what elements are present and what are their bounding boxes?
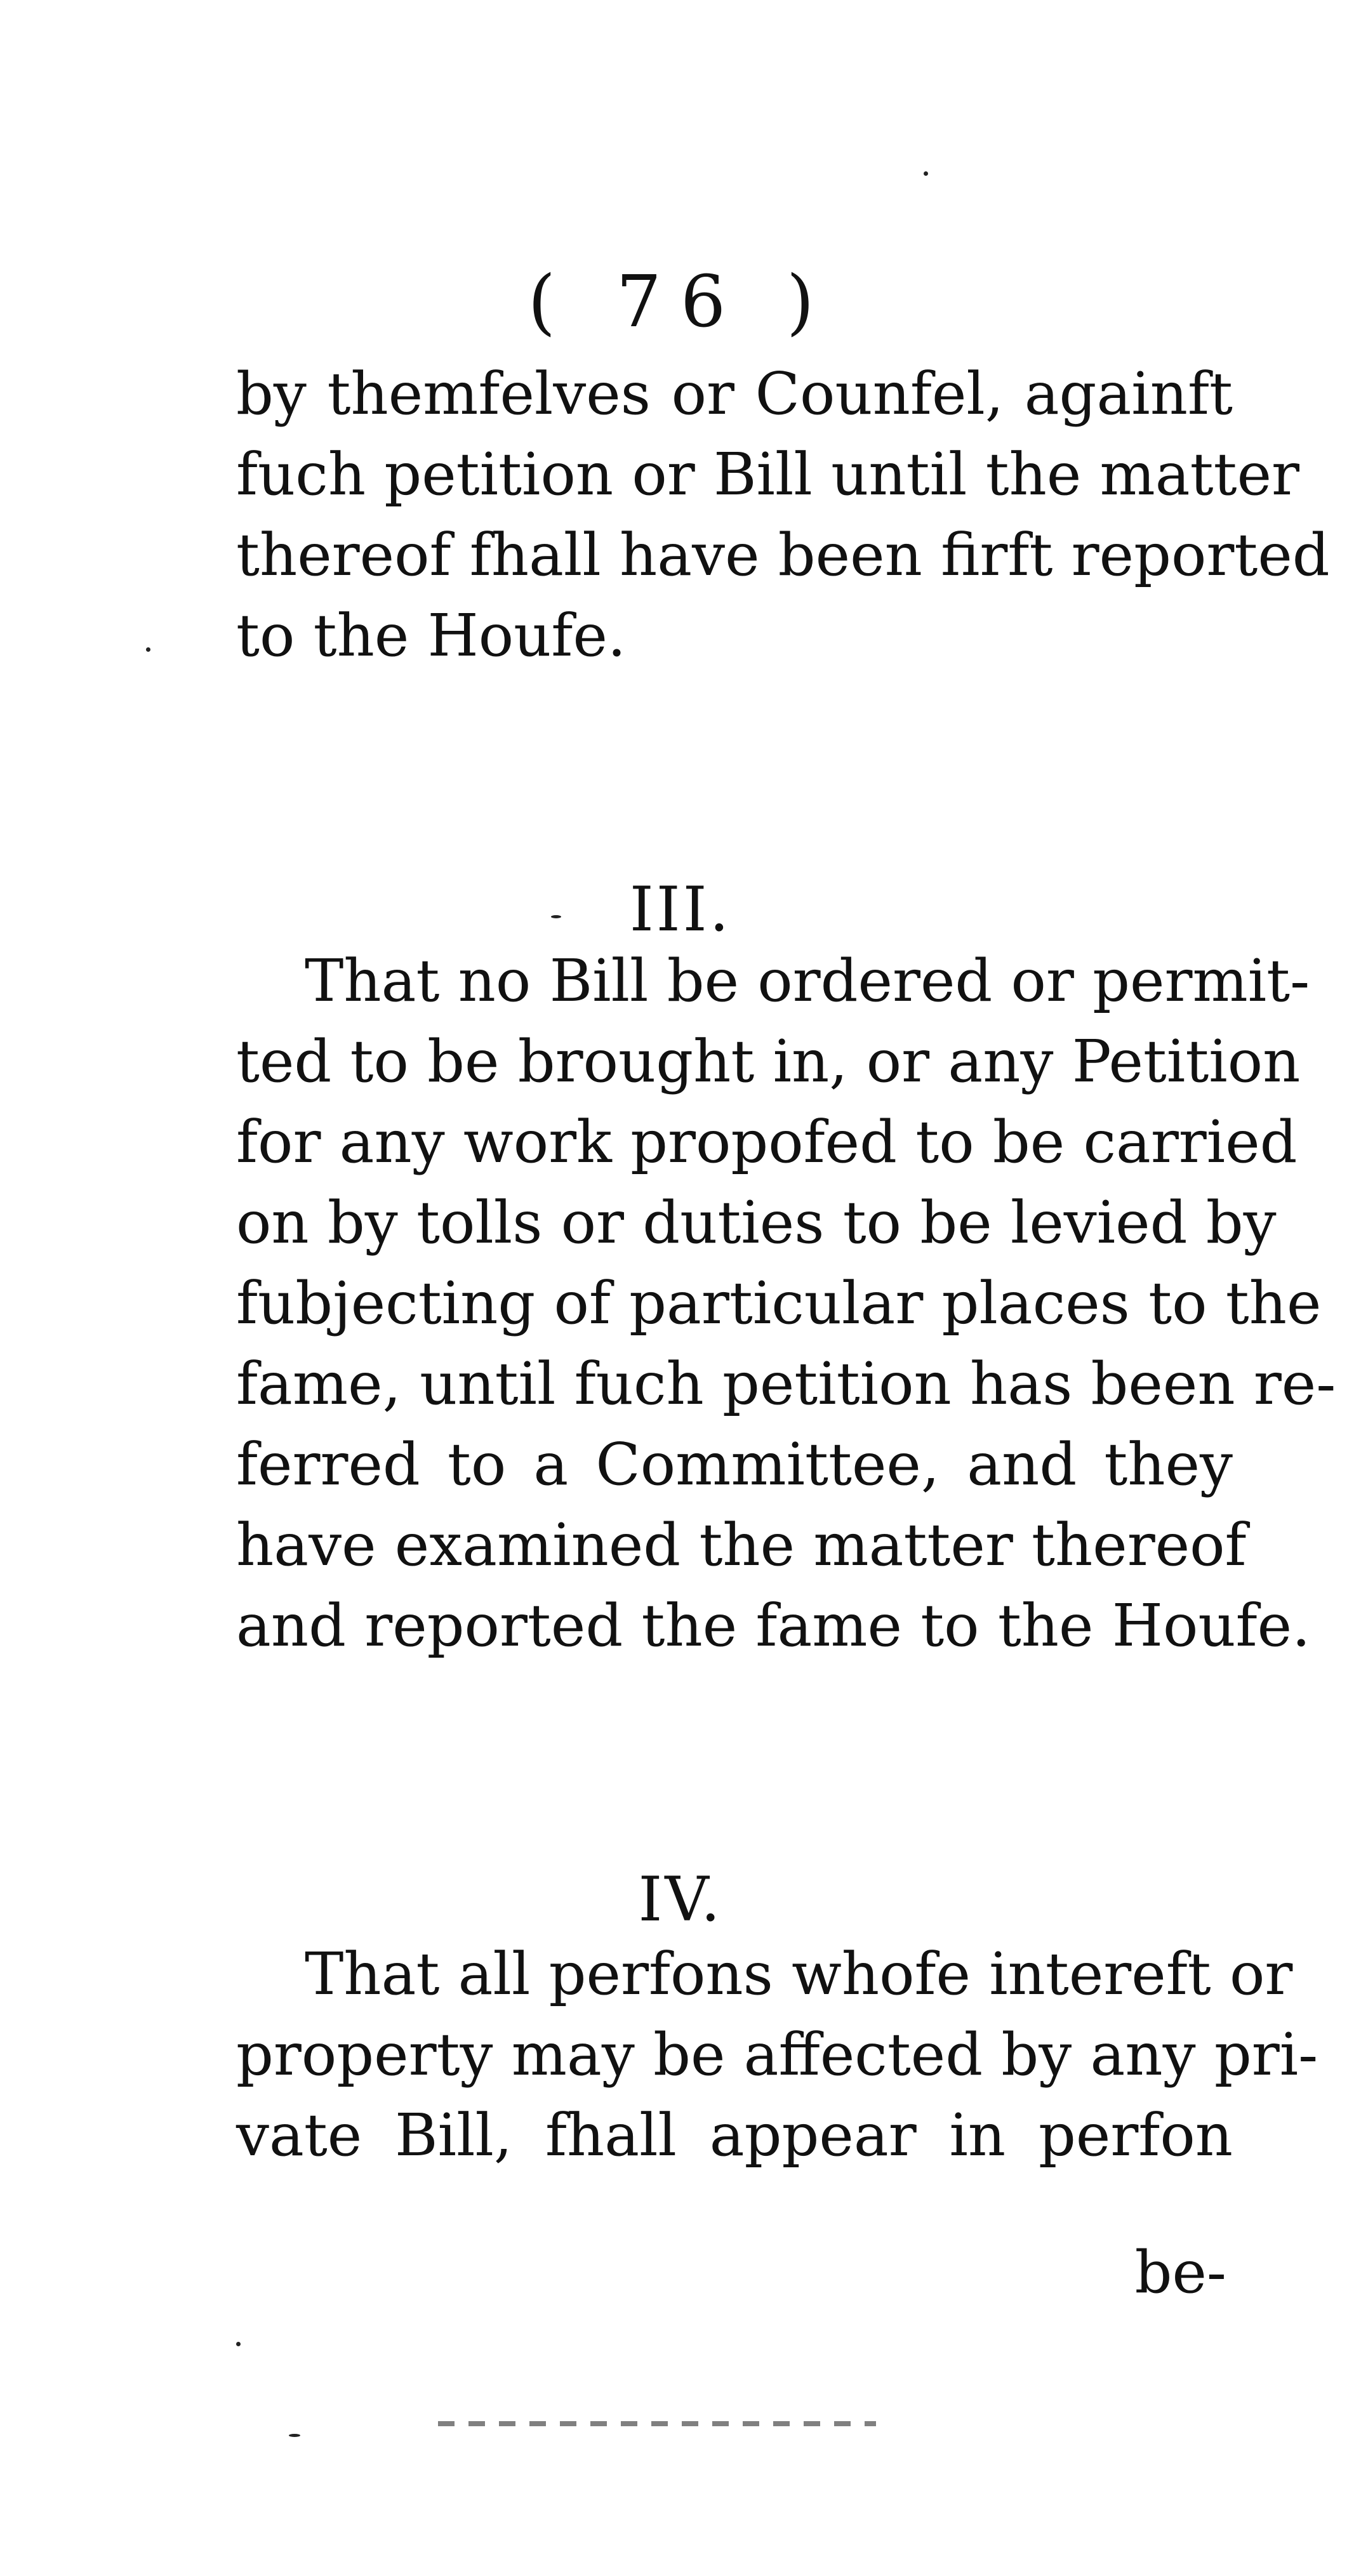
ink-speck xyxy=(924,171,928,176)
text-line: That no Bill be ordered or permit- xyxy=(305,947,1310,1015)
text-line: for any work propofed to be carried xyxy=(236,1108,1298,1176)
section-heading: III. xyxy=(629,874,732,945)
text-line: have examined the matter thereof xyxy=(236,1511,1247,1579)
ink-speck xyxy=(289,2434,300,2437)
text-line: on by tolls or duties to be levied by xyxy=(236,1189,1277,1257)
text-line: thereof fhall have been firft reported xyxy=(236,521,1330,589)
ink-speck xyxy=(146,647,150,652)
text-line: ferred to a Committee, and they xyxy=(236,1430,1233,1498)
page-number: ( 76 ) xyxy=(528,261,833,343)
section-heading: IV. xyxy=(638,1864,723,1935)
bottom-rule-dashes xyxy=(438,2421,876,2426)
text-line: and reported the fame to the Houfe. xyxy=(236,1592,1311,1660)
text-line: fubjecting of particular places to the xyxy=(236,1269,1322,1337)
ink-speck xyxy=(551,915,561,918)
ink-speck xyxy=(236,2342,241,2346)
catchword: be- xyxy=(1134,2238,1226,2306)
text-line: That all perfons whofe intereft or xyxy=(305,1940,1293,2008)
text-line: vate Bill, fhall appear in perfon xyxy=(236,2101,1233,2169)
text-line: property may be affected by any pri- xyxy=(236,2021,1318,2089)
text-line: fuch petition or Bill until the matter xyxy=(236,440,1300,508)
text-line: ted to be brought in, or any Petition xyxy=(236,1027,1301,1095)
text-line: to the Houfe. xyxy=(236,602,627,670)
text-line: fame, until fuch petition has been re- xyxy=(236,1350,1336,1418)
text-line: by themfelves or Counfel, againft xyxy=(236,360,1233,428)
